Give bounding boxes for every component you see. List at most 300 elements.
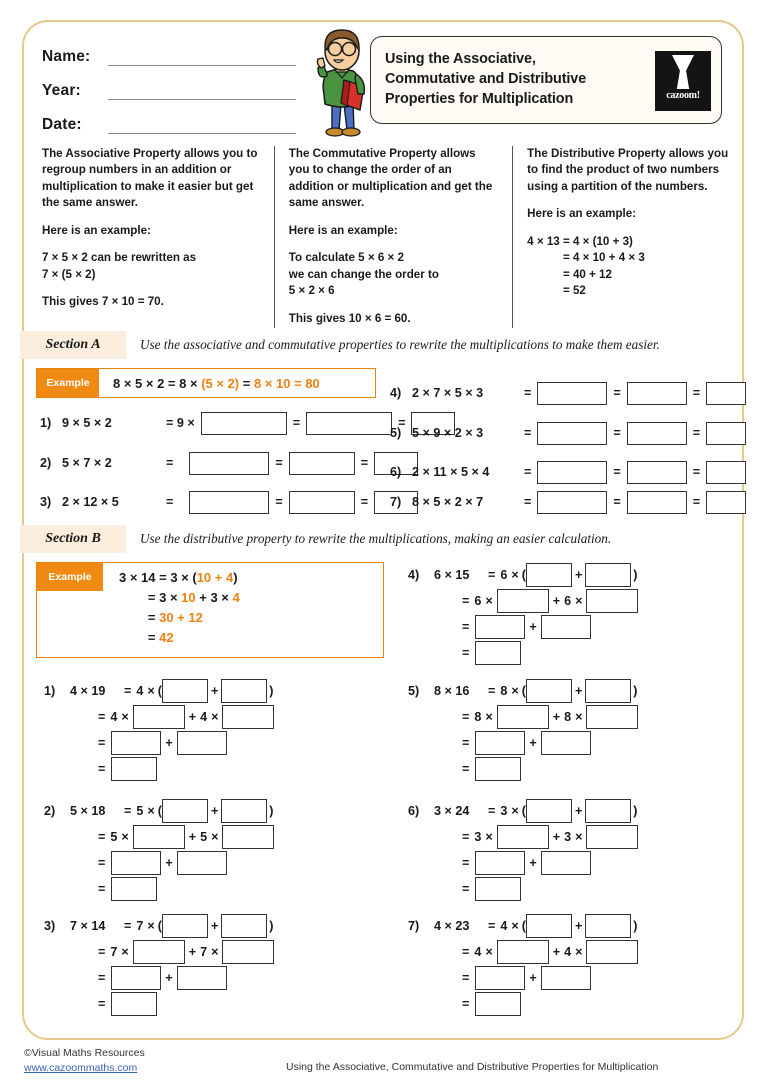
question-factor: 6 (500, 568, 508, 582)
open-paren: ( (157, 684, 162, 698)
date-label: Date: (42, 116, 82, 133)
section-a-desc: Use the associative and commutative properties to rewrite the multiplications to make them easier. (140, 337, 660, 352)
question-factor: 3 (500, 804, 508, 818)
question-prefix: = (524, 465, 532, 479)
equals-sign: = (692, 426, 701, 440)
times-sign: × (211, 830, 219, 844)
question-number: 7) (390, 495, 402, 509)
plus-sign: + (188, 830, 197, 844)
question-expression: 8 × 5 × 2 × 7 (412, 495, 484, 509)
plus-sign: + (165, 736, 173, 750)
plus-sign: + (529, 856, 537, 870)
plus-sign: + (574, 919, 583, 933)
close-paren: ) (269, 919, 274, 933)
plus-sign: + (574, 568, 583, 582)
times-sign: × (147, 804, 155, 818)
answer-box[interactable] (162, 799, 208, 823)
question-block (44, 913, 274, 1017)
example-b-l4a: = (119, 630, 160, 645)
equals-sign: = (613, 495, 621, 509)
times-sign: × (511, 804, 519, 818)
plus-sign: + (552, 594, 561, 608)
close-paren: ) (633, 804, 638, 818)
equals-sign: = (275, 495, 283, 509)
equals-sign: = (462, 830, 470, 844)
example-b-l2a: = 3 × (119, 590, 182, 605)
section-a-example (36, 368, 376, 398)
question-factor: 5 (110, 830, 118, 844)
question-row (390, 382, 746, 404)
copyright-text: ©Visual Maths Resources (24, 1047, 145, 1059)
question-expression: 9 × 5 × 2 (62, 416, 112, 430)
close-paren: ) (633, 568, 638, 582)
section-b-example-label: Example (37, 563, 103, 591)
equals-sign: = (98, 945, 106, 959)
answer-box[interactable] (526, 914, 572, 938)
equals-sign: = (462, 997, 470, 1011)
answer-box[interactable] (526, 563, 572, 587)
equals-sign: = (462, 594, 470, 608)
answer-box[interactable] (221, 914, 267, 938)
example-b-l3a: = (119, 610, 160, 625)
answer-box[interactable] (177, 851, 227, 875)
answer-box[interactable] (111, 877, 157, 901)
distributive-line-2: = 4 × 10 + 4 × 3 (562, 251, 645, 265)
times-sign: × (211, 710, 219, 724)
times-sign: × (575, 594, 583, 608)
answer-box[interactable] (306, 412, 392, 435)
answer-box[interactable] (706, 422, 746, 445)
question-line-2 (44, 824, 274, 850)
answer-box[interactable] (111, 992, 157, 1016)
answer-box[interactable] (541, 731, 591, 755)
answer-box[interactable] (627, 422, 687, 445)
question-row (390, 491, 746, 513)
answer-box[interactable] (585, 799, 631, 823)
name-label: Name: (42, 48, 91, 65)
times-sign: × (147, 919, 155, 933)
question-row (390, 422, 746, 444)
answer-box[interactable] (706, 461, 746, 484)
question-prefix: = (524, 426, 532, 440)
date-field-row (42, 100, 302, 134)
question-line-4 (44, 876, 274, 902)
section-a-example-label: Example (37, 369, 99, 397)
answer-box[interactable] (475, 992, 521, 1016)
answer-box[interactable] (289, 452, 355, 475)
times-sign: × (147, 684, 155, 698)
close-paren: ) (633, 684, 638, 698)
question-prefix: = (166, 456, 174, 470)
times-sign: × (485, 945, 493, 959)
commutative-example (289, 250, 498, 299)
question-line-2 (408, 588, 638, 614)
distributive-line-1: = 4 × (10 + 3) (562, 234, 633, 248)
page-footer (24, 1046, 746, 1076)
answer-box[interactable] (189, 491, 269, 514)
question-factor: 7 (200, 945, 208, 959)
question-line-2 (44, 704, 274, 730)
answer-box[interactable] (706, 382, 746, 405)
times-sign: × (575, 945, 583, 959)
question-factor: 6 (564, 594, 572, 608)
equals-sign: = (98, 997, 106, 1011)
question-number: 2) (40, 456, 52, 470)
plus-sign: + (529, 736, 537, 750)
example-b-line-3 (119, 608, 240, 628)
answer-box[interactable] (475, 757, 521, 781)
section-b-example (36, 562, 384, 658)
date-input[interactable] (108, 116, 296, 134)
answer-box[interactable] (222, 940, 274, 964)
answer-box[interactable] (111, 731, 161, 755)
question-line-4 (44, 756, 274, 782)
question-factor: 4 (136, 684, 144, 698)
question-factor: 4 (500, 919, 508, 933)
question-number: 4) (408, 568, 420, 582)
equals-sign: = (462, 736, 470, 750)
answer-box[interactable] (537, 422, 607, 445)
answer-box[interactable] (221, 679, 267, 703)
answer-box[interactable] (586, 589, 638, 613)
equals-sign: = (98, 762, 106, 776)
example-a-part4: 8 × 10 = 80 (253, 375, 320, 391)
commutative-example-line1: To calculate 5 × 6 × 2 (288, 251, 404, 265)
associative-example-line2: 7 × (5 × 2) (42, 267, 96, 281)
question-expression: 4 × 19 (70, 684, 106, 698)
question-line-4 (408, 756, 638, 782)
question-number: 5) (408, 684, 420, 698)
plus-sign: + (552, 945, 561, 959)
question-block (44, 678, 274, 782)
equals-sign: = (360, 456, 369, 470)
plus-sign: + (165, 856, 173, 870)
question-line-1 (44, 678, 274, 704)
question-factor: 4 (110, 710, 118, 724)
question-line-4 (408, 991, 638, 1017)
times-sign: × (575, 710, 583, 724)
example-b-l2c: + 3 × (195, 590, 233, 605)
answer-box[interactable] (133, 940, 185, 964)
title-box (370, 36, 722, 124)
question-block (408, 678, 638, 782)
close-paren: ) (269, 804, 274, 818)
equals-sign: = (462, 856, 470, 870)
question-line-2 (408, 704, 638, 730)
question-number: 6) (390, 465, 402, 479)
question-factor: 4 (474, 945, 482, 959)
website-link[interactable]: www.cazoommaths.com (24, 1062, 138, 1074)
answer-box[interactable] (111, 966, 161, 990)
example-b-line-2 (119, 588, 240, 608)
answer-box[interactable] (162, 679, 208, 703)
equals-sign: = (462, 971, 470, 985)
times-sign: × (121, 710, 129, 724)
times-sign: × (485, 830, 493, 844)
distributive-line-4: = 52 (562, 284, 586, 298)
answer-box[interactable] (177, 966, 227, 990)
times-sign: × (485, 594, 493, 608)
question-expression: 7 × 14 (70, 919, 106, 933)
times-sign: × (485, 710, 493, 724)
plus-sign: + (574, 804, 583, 818)
question-factor: 7 (110, 945, 118, 959)
plus-sign: + (529, 620, 537, 634)
times-sign: × (511, 919, 519, 933)
equals-sign: = (98, 710, 106, 724)
answer-box[interactable] (162, 914, 208, 938)
distributive-example-label: Here is an example: (527, 207, 637, 221)
answer-box[interactable] (585, 679, 631, 703)
open-paren: ( (157, 804, 162, 818)
question-line-1 (408, 678, 638, 704)
question-line-2 (408, 939, 638, 965)
section-a-header (20, 331, 708, 359)
year-field-row (42, 66, 302, 100)
answer-box[interactable] (537, 491, 607, 514)
plus-sign: + (165, 971, 173, 985)
question-factor: 5 (136, 804, 144, 818)
name-input[interactable] (108, 48, 296, 66)
answer-box[interactable] (627, 491, 687, 514)
plus-sign: + (188, 710, 197, 724)
close-paren: ) (633, 919, 638, 933)
answer-box[interactable] (526, 679, 572, 703)
equals-sign: = (292, 416, 301, 430)
question-prefix: = (524, 495, 532, 509)
answer-box[interactable] (475, 731, 525, 755)
question-number: 3) (44, 919, 56, 933)
commutative-example-label: Here is an example: (288, 223, 398, 237)
example-b-l3b: 30 + 12 (159, 610, 203, 625)
question-number: 6) (408, 804, 420, 818)
question-expression: 6 × 15 (434, 568, 470, 582)
question-factor: 3 (474, 830, 482, 844)
question-expression: 5 × 9 × 2 × 3 (412, 426, 484, 440)
section-a-tag: Section A (20, 331, 126, 359)
question-number: 4) (390, 386, 402, 400)
hourglass-icon (672, 55, 694, 89)
question-line-3 (44, 850, 274, 876)
answer-box[interactable] (111, 757, 157, 781)
answer-box[interactable] (133, 705, 185, 729)
plus-sign: + (552, 710, 561, 724)
plus-sign: + (210, 919, 219, 933)
question-number: 5) (390, 426, 402, 440)
equals-sign: = (98, 736, 106, 750)
question-prefix: = (524, 386, 532, 400)
answer-box[interactable] (586, 940, 638, 964)
equals-sign: = (124, 684, 132, 698)
answer-box[interactable] (541, 615, 591, 639)
open-paren: ( (521, 804, 526, 818)
question-row (390, 461, 746, 483)
question-line-3 (408, 614, 638, 640)
question-line-2 (44, 939, 274, 965)
answer-box[interactable] (189, 452, 269, 475)
answer-box[interactable] (585, 563, 631, 587)
open-paren: ( (521, 568, 526, 582)
student-fields (42, 32, 302, 134)
section-b-header (20, 525, 708, 553)
equals-sign: = (124, 804, 132, 818)
example-b-l1c: ) (233, 570, 238, 585)
associative-example-label: Here is an example: (42, 223, 151, 237)
answer-box[interactable] (627, 461, 687, 484)
question-line-3 (408, 730, 638, 756)
name-field-row (42, 32, 302, 66)
question-block (408, 913, 638, 1017)
plus-sign: + (574, 684, 583, 698)
section-b-example-body (119, 568, 240, 648)
question-factor: 4 (564, 945, 572, 959)
answer-box[interactable] (537, 461, 607, 484)
commutative-desc: The Commutative Property allows you to change the order of an addition or multiplication and get the same answer. (288, 147, 493, 210)
associative-example (42, 250, 260, 283)
times-sign: × (511, 684, 519, 698)
logo-text: cazoom! (666, 90, 700, 101)
example-a-part2: (5 × 2) (201, 375, 240, 391)
equals-sign: = (398, 416, 406, 430)
commutative-example-line2: we can change the order to (288, 267, 439, 281)
equals-sign: = (98, 971, 106, 985)
equals-sign: = (488, 919, 496, 933)
associative-desc: The Associative Property allows you to regroup numbers in an addition or multiplication to make it easier but get the same answer. (42, 147, 258, 210)
open-paren: ( (521, 684, 526, 698)
equals-sign: = (462, 882, 470, 896)
associative-column (42, 146, 274, 328)
year-input[interactable] (108, 82, 296, 100)
answer-box[interactable] (475, 615, 525, 639)
open-paren: ( (157, 919, 162, 933)
commutative-column (274, 146, 512, 328)
section-b-tag: Section B (20, 525, 126, 553)
open-paren: ( (521, 919, 526, 933)
answer-box[interactable] (497, 940, 549, 964)
question-prefix: = 9 × (166, 416, 195, 430)
answer-box[interactable] (627, 382, 687, 405)
cazoom-logo (655, 51, 711, 111)
example-b-l2d: 4 (232, 590, 240, 605)
example-b-line-4 (119, 628, 240, 648)
question-expression: 8 × 16 (434, 684, 470, 698)
question-line-4 (44, 991, 274, 1017)
question-number: 7) (408, 919, 420, 933)
question-block (44, 798, 274, 902)
question-line-3 (44, 965, 274, 991)
title-line-1: Using the Associative, (385, 51, 536, 68)
answer-box[interactable] (201, 412, 287, 435)
answer-box[interactable] (706, 491, 746, 514)
example-b-l2b: 10 (181, 590, 196, 605)
equals-sign: = (275, 456, 283, 470)
answer-box[interactable] (133, 825, 185, 849)
answer-box[interactable] (475, 966, 525, 990)
answer-box[interactable] (111, 851, 161, 875)
answer-box[interactable] (586, 825, 638, 849)
answer-box[interactable] (585, 914, 631, 938)
example-b-l1a: 3 × 14 = 3 × ( (119, 570, 197, 585)
example-b-l4b: 42 (159, 630, 174, 645)
question-line-2 (408, 824, 638, 850)
answer-box[interactable] (586, 705, 638, 729)
answer-box[interactable] (497, 705, 549, 729)
section-a-example-body (99, 369, 375, 397)
question-expression: 2 × 11 × 5 × 4 (412, 465, 490, 479)
plus-sign: + (210, 684, 219, 698)
question-row (40, 491, 418, 513)
equals-sign: = (692, 386, 701, 400)
answer-box[interactable] (475, 641, 521, 665)
example-b-line-1 (119, 568, 240, 588)
question-factor: 3 (564, 830, 572, 844)
answer-box[interactable] (222, 705, 274, 729)
equals-sign: = (360, 495, 369, 509)
times-sign: × (121, 830, 129, 844)
equals-sign: = (613, 386, 621, 400)
question-line-1 (408, 562, 638, 588)
distributive-line-3: = 40 + 12 (562, 267, 612, 281)
distributive-example (527, 234, 730, 300)
question-number: 3) (40, 495, 52, 509)
section-b-desc: Use the distributive property to rewrite the multiplications, making an easier calculation. (140, 531, 612, 546)
answer-box[interactable] (475, 851, 525, 875)
associative-result: This gives 7 × 10 = 70. (42, 295, 164, 309)
commutative-result: This gives 10 × 6 = 60. (288, 311, 411, 325)
question-line-3 (408, 965, 638, 991)
worksheet-header (22, 20, 744, 142)
distributive-column (512, 146, 730, 328)
example-a-part1: 8 × 5 × 2 = 8 × (113, 375, 202, 391)
question-expression: 5 × 7 × 2 (62, 456, 112, 470)
question-line-3 (44, 730, 274, 756)
equals-sign: = (488, 684, 496, 698)
equals-sign: = (692, 465, 701, 479)
equals-sign: = (98, 830, 106, 844)
example-a-part3: = (239, 375, 254, 391)
answer-box[interactable] (526, 799, 572, 823)
question-line-1 (408, 798, 638, 824)
equals-sign: = (462, 762, 470, 776)
question-line-1 (44, 798, 274, 824)
title-line-3: Properties for Multiplication (385, 90, 574, 107)
commutative-example-line3: 5 × 2 × 6 (288, 284, 335, 298)
answer-box[interactable] (221, 799, 267, 823)
answer-box[interactable] (537, 382, 607, 405)
answer-box[interactable] (177, 731, 227, 755)
associative-example-line1: 7 × 5 × 2 can be rewritten as (42, 251, 197, 265)
question-expression: 2 × 12 × 5 (62, 495, 119, 509)
answer-box[interactable] (497, 825, 549, 849)
answer-box[interactable] (541, 966, 591, 990)
question-expression: 2 × 7 × 5 × 3 (412, 386, 484, 400)
times-sign: × (575, 830, 583, 844)
question-number: 2) (44, 804, 56, 818)
question-factor: 8 (474, 710, 482, 724)
answer-box[interactable] (497, 589, 549, 613)
question-block (408, 562, 638, 666)
answer-box[interactable] (541, 851, 591, 875)
equals-sign: = (124, 919, 132, 933)
equals-sign: = (462, 620, 470, 634)
answer-box[interactable] (475, 877, 521, 901)
question-line-3 (408, 850, 638, 876)
page-title (371, 50, 647, 110)
question-expression: 4 × 23 (434, 919, 470, 933)
plus-sign: + (188, 945, 197, 959)
answer-box[interactable] (289, 491, 355, 514)
answer-box[interactable] (222, 825, 274, 849)
